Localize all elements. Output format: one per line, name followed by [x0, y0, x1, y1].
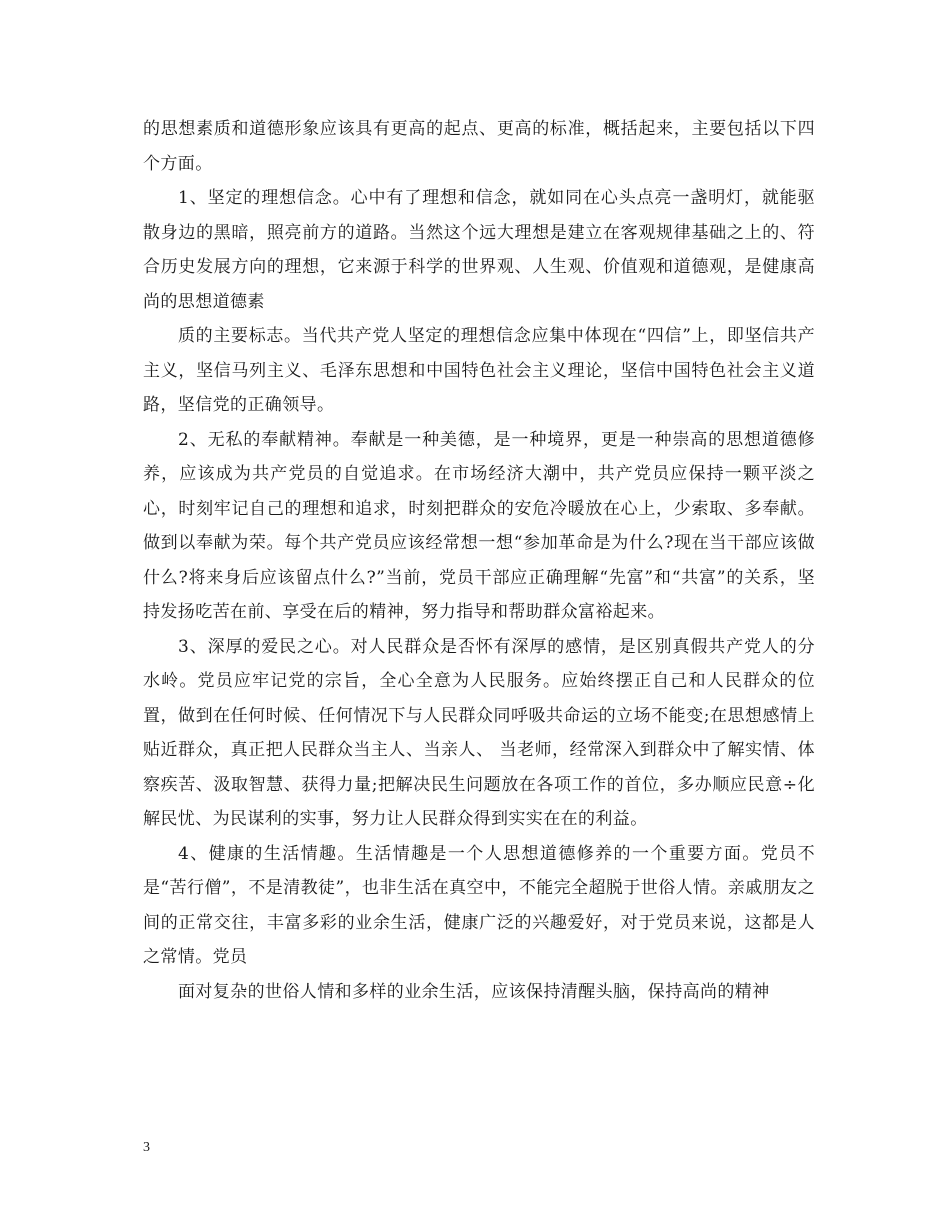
paragraph-facing-complexity: 面对复杂的世俗人情和多样的业余生活，应该保持清醒头脑，保持高尚的精神: [178, 981, 770, 1002]
paragraph-four-beliefs: 质的主要标志。当代共产党人坚定的理想信念应集中体现在“四信”上，即坚信共产主义，坚信马列主义、毛泽东思想和中国特色社会主义理论，坚信中国特色社会主义道路，坚信党的正确领导。: [143, 326, 815, 415]
paragraph-ideal-belief: 1、坚定的理想信念。心中有了理想和信念，就如同在心头点亮一盏明灯，就能驱散身边的黑暗，照亮前方的道路。当然这个远大理想是建立在客观规律基础之上的、符合历史发展方向的理想，它来源于科学的世界观、人生观、价值观和道德观，是健康高尚的思想道德素: [143, 188, 815, 312]
paragraph-love-people: 3、深厚的爱民之心。对人民群众是否怀有深厚的感情，是区别真假共产党人的分水岭。党员应牢记党的宗旨，全心全意为人民服务。应始终摆正自己和人民群众的位置，做到在任何时候、任何情况下与人民群众同呼吸共命运的立场不能变;在思想感情上贴近群众，真正把人民群众当主人、当亲人、 当老师，经常深入到群众中了解实情、体察疾苦、汲取智慧、获得力量;把解决民生问题放在各项工作的首位，多办顺应民意÷化解民忧、为民谋利的实事，努力让人民群众得到实实在在的利益。: [143, 636, 815, 829]
paragraph-dedication: 2、无私的奉献精神。奉献是一种美德，是一种境界，更是一种崇高的思想道德修养，应该成为共产党员的自觉追求。在市场经济大潮中，共产党员应保持一颗平淡之心，时刻牢记自己的理想和追求，时刻把群众的安危冷暖放在心上，少索取、多奉献。做到以奉献为荣。每个共产党员应该经常想一想“参加革命是为什么?现在当干部应该做什么?将来身后应该留点什么?”当前，党员干部应正确理解“先富”和“共富”的关系，坚持发扬吃苦在前、享受在后的精神，努力指导和帮助群众富裕起来。: [143, 429, 815, 622]
document-body: [143, 112, 815, 1009]
paragraph-healthy-life: 4、健康的生活情趣。生活情趣是一个人思想道德修养的一个重要方面。党员不是“苦行僧”，不是清教徒”，也非生活在真空中，不能完全超脱于世俗人情。亲戚朋友之间的正常交往，丰富多彩的业余生活，健康广泛的兴趣爱好，对于党员来说，这都是人之常情。党员: [143, 843, 815, 967]
page-number: 3: [143, 1140, 150, 1155]
paragraph-continuation: 的思想素质和道德形象应该具有更高的起点、更高的标准，概括起来，主要包括以下四个方面。: [143, 119, 815, 174]
